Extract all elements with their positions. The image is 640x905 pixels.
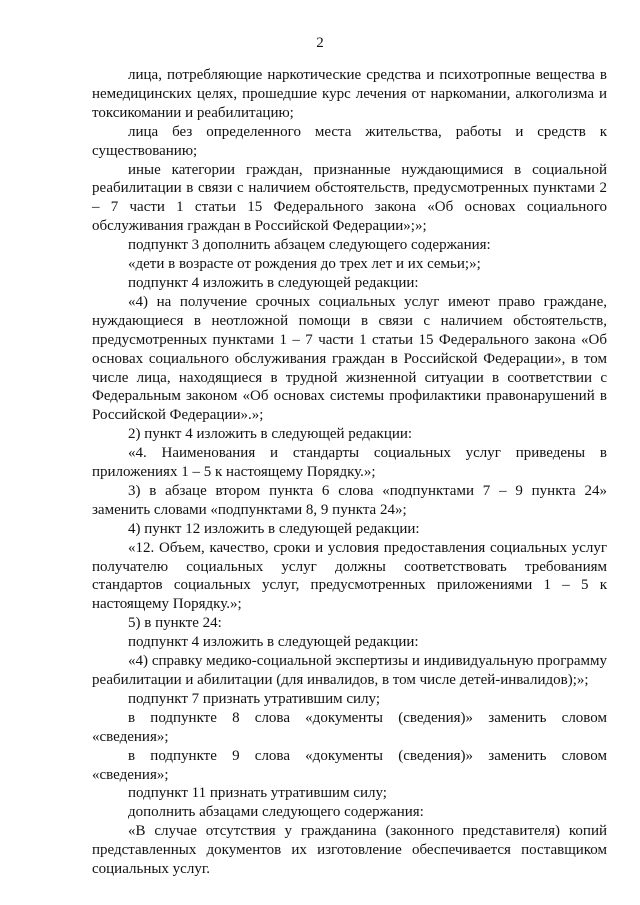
paragraph: подпункт 7 признать утратившим силу; — [128, 690, 380, 707]
paragraph: «4) на получение срочных социальных услуг имеют право граждане, нуждающиеся в неотложной помощи в связи с наличием обстоятельств, предусмотренных пунктами 1 – 7 части 1 статьи 15 Федерального закона «Об основах социального обслуживания граждан в Российской Федерации», в том числе лица, находящиеся в трудной жизненной ситуации в соответствии с Федеральным законом «Об основах системы профилактики правонарушений в Российской Федерации».»; — [92, 293, 607, 424]
paragraph: подпункт 4 изложить в следующей редакции: — [128, 274, 419, 291]
paragraph: дополнить абзацами следующего содержания: — [128, 804, 424, 821]
paragraph: «В случае отсутствия у гражданина (законного представителя) копий представленных документов их изготовление обеспечивается поставщиком социальных услуг. — [92, 823, 607, 878]
paragraph: лица без определенного места жительства, работы и средств к существованию; — [92, 123, 607, 159]
paragraph: лица, потребляющие наркотические средства и психотропные вещества в немедицинских целях, прошедшие курс лечения от наркомании, алкоголизма и токсикомании и реабилитацию; — [92, 67, 607, 121]
paragraph: «дети в возрасте от рождения до трех лет и их семьи;»; — [128, 256, 481, 273]
paragraph: подпункт 3 дополнить абзацем следующего содержания: — [128, 237, 491, 254]
paragraph: «12. Объем, качество, сроки и условия предоставления социальных услуг получателю социальных услуг должны соответствовать требованиям стандартов социальных услуг, предусмотренных приложениями 1 – 5 к настоящему Порядку.»; — [92, 539, 607, 613]
paragraph: в подпункте 9 слова «документы (сведения)» заменить словом «сведения»; — [92, 747, 607, 783]
paragraph: «4. Наименования и стандарты социальных услуг приведены в приложениях 1 – 5 к настоящему Порядку.»; — [92, 445, 607, 481]
paragraph: иные категории граждан, признанные нуждающимися в социальной реабилитации в связи с наличием обстоятельств, предусмотренных пунктами 2 – 7 части 1 статьи 15 Федерального закона «Об основах социального обслуживания граждан в Российской Федерации»;»; — [92, 161, 607, 235]
paragraph: 3) в абзаце втором пункта 6 слова «подпунктами 7 – 9 пункта 24» заменить словами «подпунктами 8, 9 пункта 24»; — [92, 482, 607, 518]
paragraph: в подпункте 8 слова «документы (сведения)» заменить словом «сведения»; — [92, 709, 607, 745]
paragraph: подпункт 11 признать утратившим силу; — [128, 785, 387, 802]
page-number: 2 — [316, 35, 324, 51]
paragraph: 2) пункт 4 изложить в следующей редакции: — [128, 426, 413, 443]
paragraph: подпункт 4 изложить в следующей редакции: — [128, 634, 419, 651]
document-body — [92, 66, 607, 879]
paragraph: «4) справку медико-социальной экспертизы и индивидуальную программу реабилитации и абилитации (для инвалидов, в том числе детей-инвалидов);»; — [92, 653, 607, 688]
paragraph: 4) пункт 12 изложить в следующей редакции: — [128, 520, 420, 537]
paragraph: 5) в пункте 24: — [128, 615, 222, 632]
